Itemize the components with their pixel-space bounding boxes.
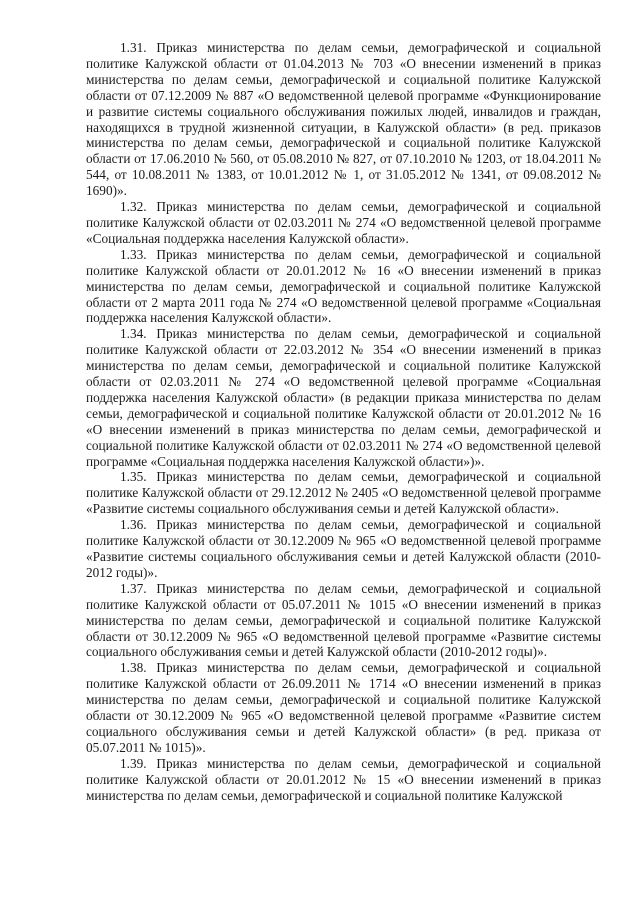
paragraph-1-38: 1.38. Приказ министерства по делам семьи, демографической и социальной политике Калужской области от 26.09.2011 № 1714 «О внесении изменений в приказ министерства по делам семьи, демографической и социальной политике Калужской области от 30.12.2009 № 965 «О ведомственной целевой программе «Развитие систем социального обслуживания семьи и детей Калужской области» (в ред. приказа от 05.07.2011 № 1015)». bbox=[86, 660, 601, 755]
paragraph-1-37: 1.37. Приказ министерства по делам семьи, демографической и социальной политике Калужской области от 05.07.2011 № 1015 «О внесении изменений в приказ министерства по делам семьи, демографической и социальной политике Калужской области от 30.12.2009 № 965 «О ведомственной целевой программе «Развитие системы социального обслуживания семьи и детей Калужской области (2010-2012 годы)». bbox=[86, 580, 601, 660]
paragraph-1-33: 1.33. Приказ министерства по делам семьи, демографической и социальной политике Калужской области от 20.01.2012 № 16 «О внесении изменений в приказ министерства по делам семьи, демографической и социальной политике Калужской области от 2 марта 2011 года № 274 «О ведомственной целевой программе «Социальная поддержка населения Калужской области». bbox=[86, 246, 601, 326]
paragraph-1-34: 1.34. Приказ министерства по делам семьи, демографической и социальной политике Калужской области от 22.03.2012 № 354 «О внесении изменений в приказ министерства по делам семьи, демографической и социальной политике Калужской области от 02.03.2011 № 274 «О ведомственной целевой программе «Социальная поддержка населения Калужской области» (в редакции приказа министерства по делам семьи, демографической и социальной политике Калужской области от 20.01.2012 № 16 «О внесении изменений в приказ министерства по делам семьи, демографической и социальной политике Калужской области от 02.03.2011 № 274 «О ведомственной целевой программе «Социальная поддержка населения Калужской области»)». bbox=[86, 326, 601, 469]
paragraph-1-36: 1.36. Приказ министерства по делам семьи, демографической и социальной политике Калужской области от 30.12.2009 № 965 «О ведомственной целевой программе «Развитие системы социального обслуживания семьи и детей Калужской области (2010-2012 годы)». bbox=[86, 517, 601, 580]
paragraph-1-32: 1.32. Приказ министерства по делам семьи, демографической и социальной политике Калужской области от 02.03.2011 № 274 «О ведомственной целевой программе «Социальная поддержка населения Калужской области». bbox=[86, 199, 601, 246]
paragraph-1-35: 1.35. Приказ министерства по делам семьи, демографической и социальной политике Калужской области от 29.12.2012 № 2405 «О ведомственной целевой программе «Развитие системы социального обслуживания семьи и детей Калужской области». bbox=[86, 469, 601, 517]
paragraph-1-31: 1.31. Приказ министерства по делам семьи, демографической и социальной политике Калужской области от 01.04.2013 № 703 «О внесении изменений в приказ министерства по делам семьи, демографической и социальной политике Калужской области от 07.12.2009 № 887 «О ведомственной целевой программе «Функционирование и развитие системы социального обслуживания пожилых людей, инвалидов и граждан, находящихся в трудной жизненной ситуации, в Калужской области» (в ред. приказов министерства по делам семьи, демографической и социальной политике Калужской области от 17.06.2010 № 560, от 05.08.2010 № 827, от 07.10.2010 № 1203, от 18.04.2011 № 544, от 10.08.2011 № 1383, от 10.01.2012 № 1, от 31.05.2012 № 1341, от 09.08.2012 № 1690)». bbox=[86, 40, 601, 199]
paragraph-1-39: 1.39. Приказ министерства по делам семьи, демографической и социальной политике Калужской области от 20.01.2012 № 15 «О внесении изменений в приказ министерства по делам семьи, демографической и социальной политике Калужской bbox=[86, 755, 601, 803]
